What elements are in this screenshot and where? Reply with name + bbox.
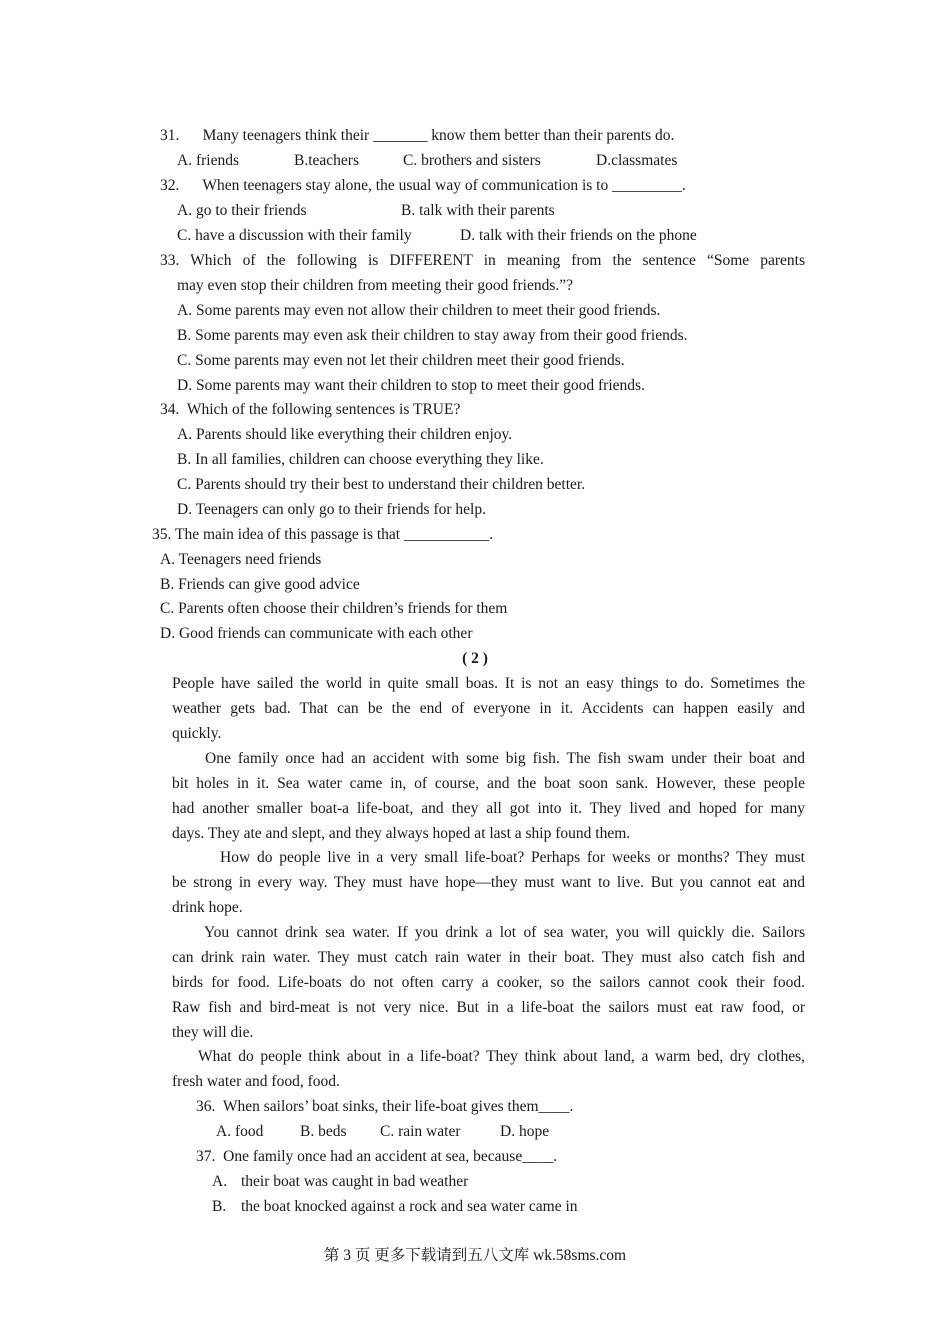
q33-option-a: A. Some parents may even not allow their children to meet their good friends. bbox=[177, 302, 661, 319]
q36-option-b: B. beds bbox=[300, 1123, 347, 1140]
passage-p1-line1: People have sailed the world in quite small boas. It is not an easy things to do. Sometimes the bbox=[172, 675, 805, 692]
q36-option-d: D. hope bbox=[500, 1123, 550, 1140]
passage-p1-line3: quickly. bbox=[172, 725, 222, 742]
passage-p2-line4: days. They ate and slept, and they always hoped at last a ship found them. bbox=[172, 825, 631, 842]
q36-option-a: A. food bbox=[216, 1123, 264, 1140]
q35-option-c: C. Parents often choose their children’s friends for them bbox=[160, 600, 508, 617]
passage-p2-line1: One family once had an accident with some big fish. The fish swam under their boat and bbox=[205, 750, 805, 767]
q32-option-c: C. have a discussion with their family bbox=[177, 227, 412, 244]
page-footer: 第 3 页 更多下载请到五八文库 wk.58sms.com bbox=[323, 1247, 627, 1264]
q32-option-a: A. go to their friends bbox=[177, 202, 307, 219]
question-33-stem-line2: may even stop their children from meeting their good friends.”? bbox=[177, 277, 573, 294]
passage-p1-line2: weather gets bad. That can be the end of everyone in it. Accidents can happen easily and bbox=[172, 700, 805, 717]
question-36-stem: 36. When sailors’ boat sinks, their life-boat gives them____. bbox=[196, 1098, 574, 1115]
passage-p4-line3: birds for food. Life-boats do not often carry a cooker, so the sailors cannot cook their food. bbox=[172, 974, 805, 991]
q31-option-d: D.classmates bbox=[596, 152, 678, 169]
passage-p4-line4: Raw fish and bird-meat is not very nice. But in a life-boat the sailors must eat raw food, or bbox=[172, 999, 805, 1016]
q31-option-a: A. friends bbox=[177, 152, 239, 169]
passage-p5-line1: What do people think about in a life-boat? They think about land, a warm bed, dry clothes, bbox=[198, 1048, 805, 1065]
passage-p4-line5: they will die. bbox=[172, 1024, 254, 1041]
passage-p3-line2: be strong in every way. They must have hope—they must want to live. But you cannot eat and bbox=[172, 874, 805, 891]
passage-p2-line2: bit holes in it. Sea water came in, of course, and the boat soon sank. However, these people bbox=[172, 775, 805, 792]
q35-option-b: B. Friends can give good advice bbox=[160, 576, 360, 593]
q34-option-d: D. Teenagers can only go to their friends for help. bbox=[177, 501, 486, 518]
passage-p3-line3: drink hope. bbox=[172, 899, 243, 916]
q35-option-d: D. Good friends can communicate with each other bbox=[160, 625, 473, 642]
q34-option-b: B. In all families, children can choose everything they like. bbox=[177, 451, 544, 468]
question-31-stem: 31. Many teenagers think their _______ know them better than their parents do. bbox=[160, 127, 675, 144]
q32-option-d: D. talk with their friends on the phone bbox=[460, 227, 697, 244]
q33-option-b: B. Some parents may even ask their children to stay away from their good friends. bbox=[177, 327, 688, 344]
q35-option-a: A. Teenagers need friends bbox=[160, 551, 322, 568]
q32-option-b: B. talk with their parents bbox=[401, 202, 555, 219]
q37-option-b: the boat knocked against a rock and sea water came in bbox=[241, 1198, 578, 1215]
question-37-stem: 37. One family once had an accident at sea, because____. bbox=[196, 1148, 558, 1165]
passage-p4-line2: can drink rain water. They must catch rain water in their boat. They must also catch fish and bbox=[172, 949, 805, 966]
question-32-stem: 32. When teenagers stay alone, the usual way of communication is to _________. bbox=[160, 177, 686, 194]
section-title: ( 2 ) bbox=[462, 650, 488, 667]
q33-option-c: C. Some parents may even not let their children meet their good friends. bbox=[177, 352, 625, 369]
q34-option-c: C. Parents should try their best to understand their children better. bbox=[177, 476, 586, 493]
q36-option-c: C. rain water bbox=[380, 1123, 461, 1140]
q34-option-a: A. Parents should like everything their children enjoy. bbox=[177, 426, 513, 443]
passage-p4-line1: You cannot drink sea water. If you drink a lot of sea water, you will quickly die. Sailors bbox=[204, 924, 805, 941]
question-33-stem-line1: 33. Which of the following is DIFFERENT in meaning from the sentence “Some parents bbox=[160, 252, 805, 269]
passage-p2-line3: had another smaller boat-a life-boat, and they all got into it. They lived and hoped for many bbox=[172, 800, 805, 817]
q37-option-a-label: A. bbox=[212, 1173, 228, 1190]
passage-p5-line2: fresh water and food, food. bbox=[172, 1073, 340, 1090]
q31-option-c: C. brothers and sisters bbox=[403, 152, 541, 169]
passage-p3-line1: How do people live in a very small life-boat? Perhaps for weeks or months? They must bbox=[220, 849, 805, 866]
question-34-stem: 34. Which of the following sentences is TRUE? bbox=[160, 401, 461, 418]
q31-option-b: B.teachers bbox=[294, 152, 359, 169]
question-35-stem: 35. The main idea of this passage is that ___________. bbox=[152, 526, 494, 543]
q37-option-a: their boat was caught in bad weather bbox=[241, 1173, 469, 1190]
q33-option-d: D. Some parents may want their children to stop to meet their good friends. bbox=[177, 377, 645, 394]
q37-option-b-label: B. bbox=[212, 1198, 227, 1215]
